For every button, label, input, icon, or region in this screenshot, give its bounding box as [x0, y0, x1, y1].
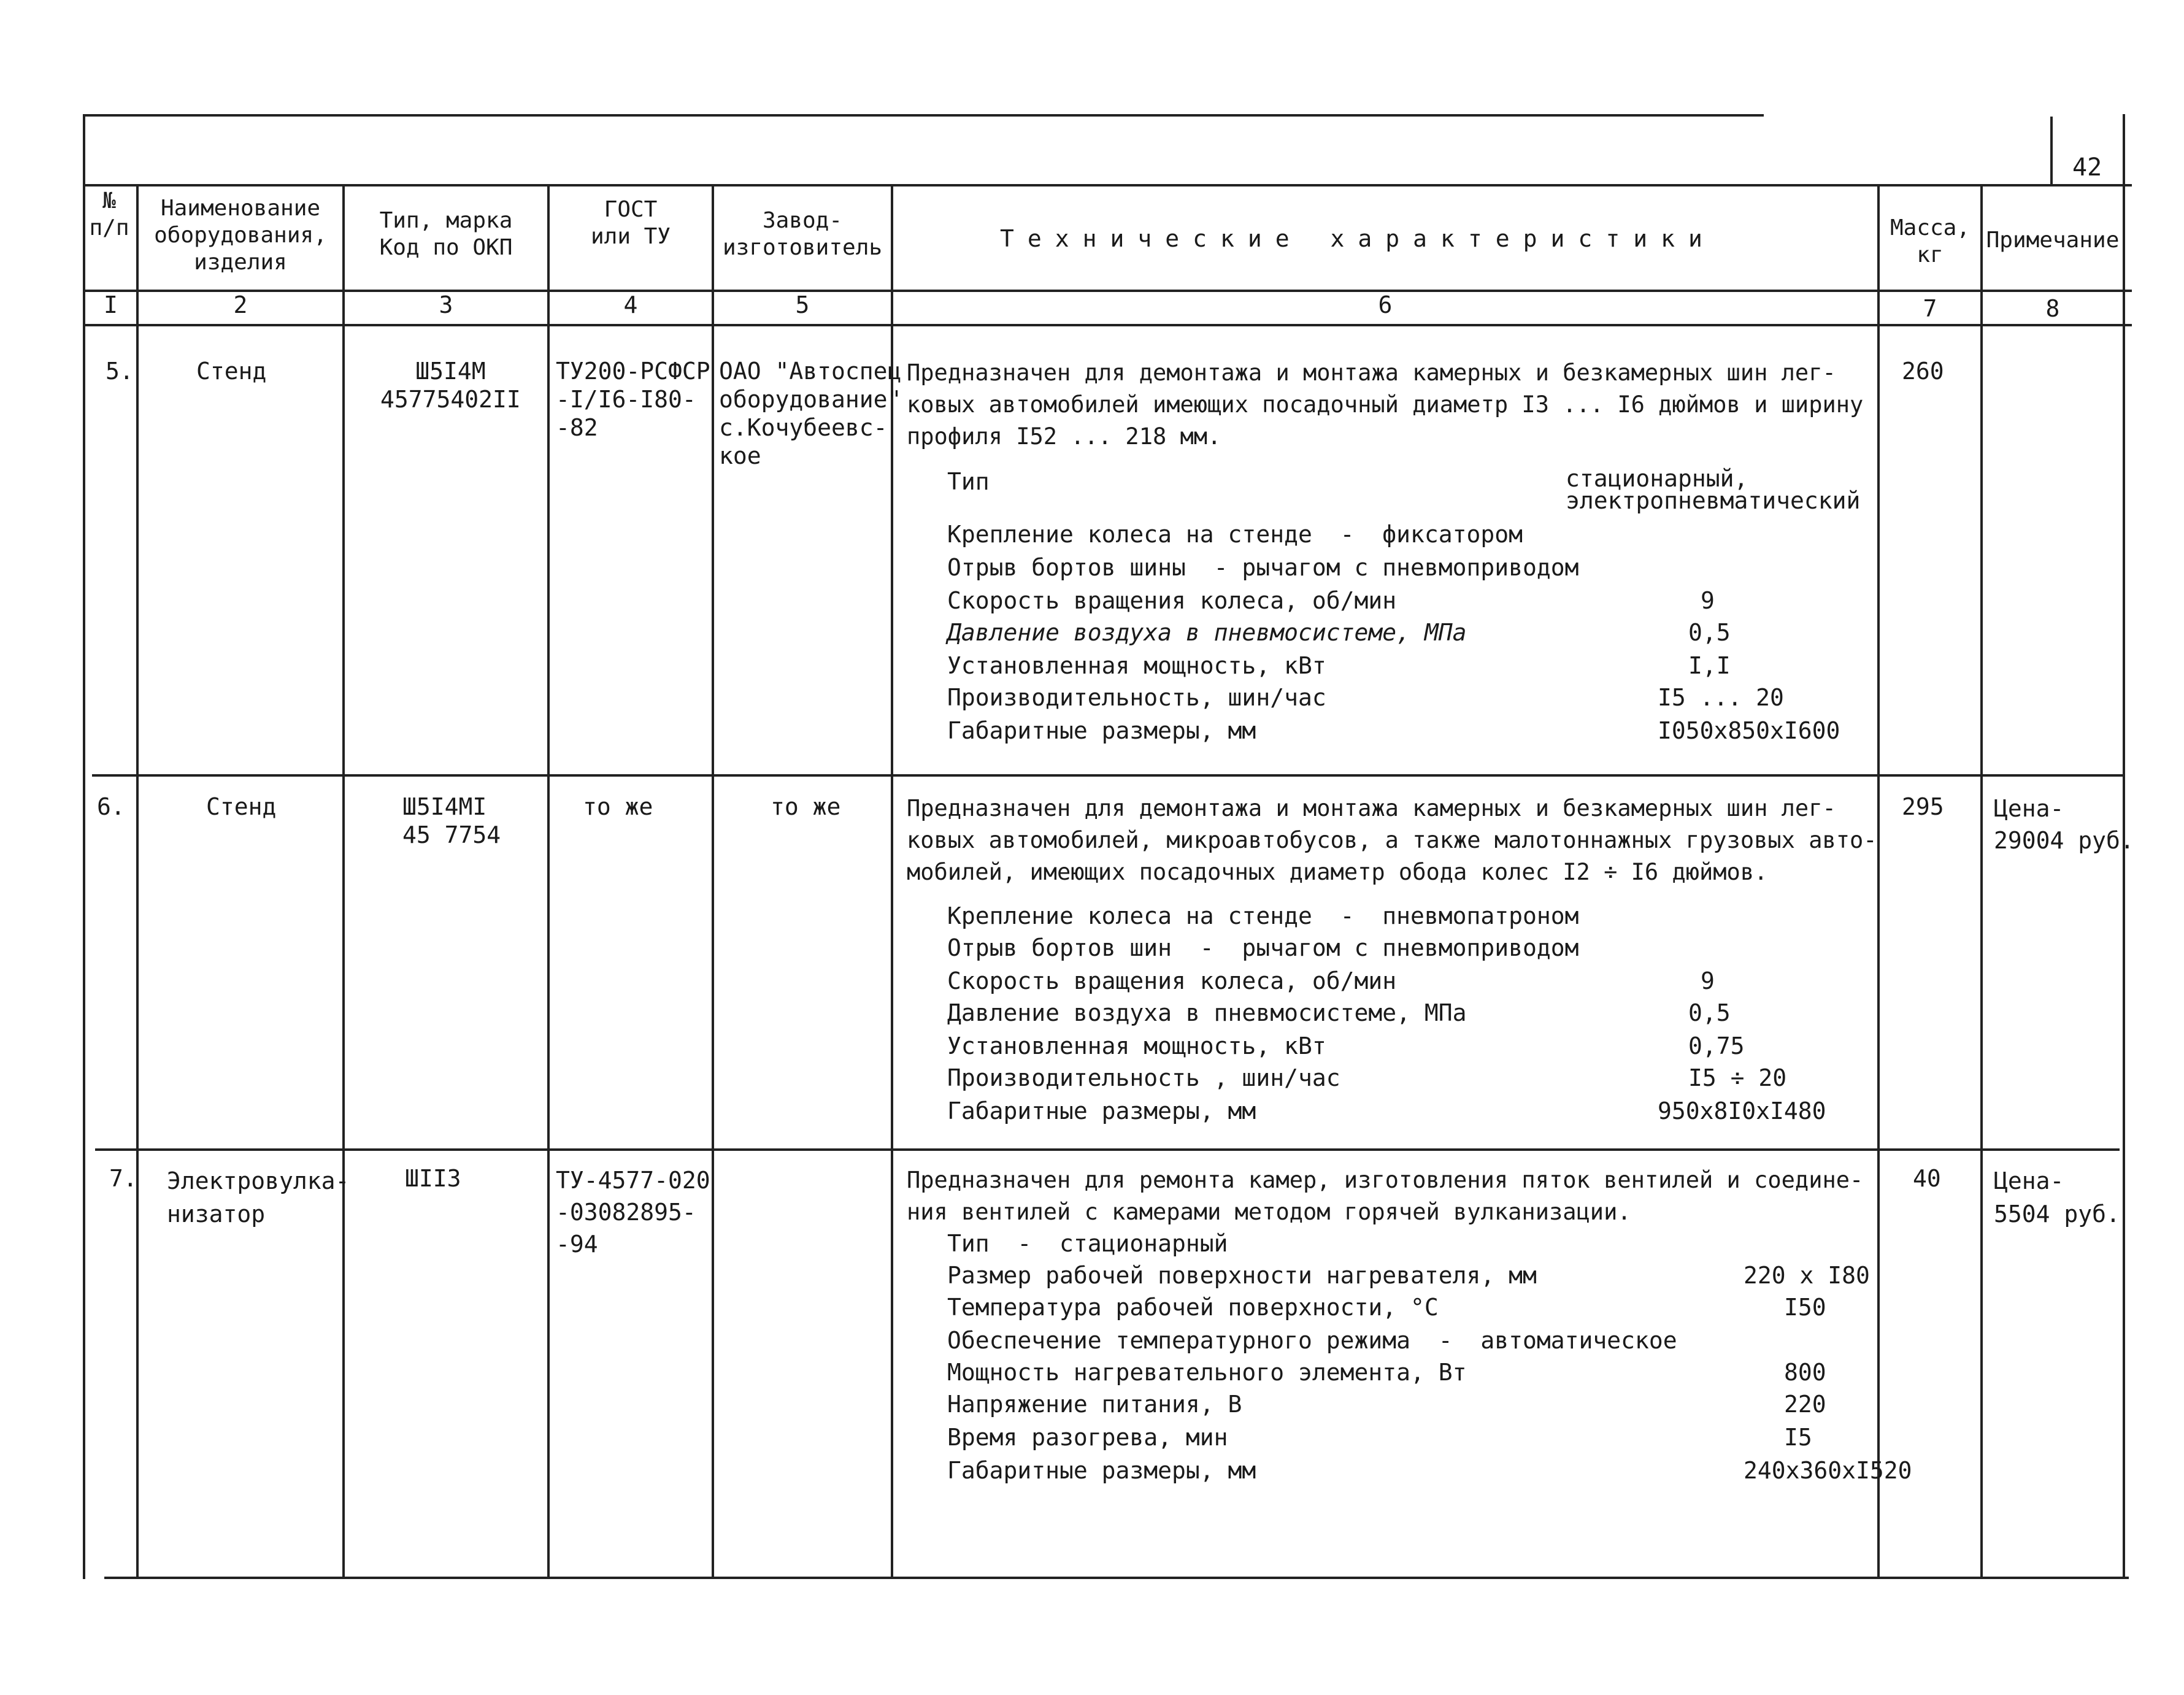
- equipment-name: Стенд: [196, 358, 267, 385]
- type-code: Ш5I4МI 45 7754: [402, 793, 501, 848]
- spec-line: Отрыв бортов шины - рычагом с пневмоприводом: [947, 554, 1579, 581]
- type-code: Ш5I4М 45775402II: [380, 358, 521, 413]
- spec-value: I50: [1784, 1294, 1826, 1321]
- spec-value: 240x360xI520: [1744, 1457, 1912, 1484]
- gost-spec: то же: [583, 793, 653, 820]
- row-number: 6.: [97, 793, 125, 820]
- column-number-3: 3: [439, 291, 453, 318]
- spec-value: I,I: [1688, 652, 1731, 679]
- spec-value: 0,5: [1688, 999, 1731, 1026]
- col-border-left: [83, 114, 85, 1579]
- spec-value: 950x8I0xI480: [1658, 1097, 1826, 1124]
- column-numbers-bottom-rule: [83, 324, 2132, 326]
- spec-value: 0,75: [1688, 1032, 1745, 1059]
- spec-value: 220: [1784, 1391, 1826, 1418]
- spec-label: Скорость вращения колеса, об/мин: [947, 587, 1397, 614]
- mass-value: 40: [1913, 1165, 1941, 1192]
- spec-label: Время разогрева, мин: [947, 1424, 1228, 1451]
- spec-value: I5 ... 20: [1658, 684, 1784, 711]
- table-bottom-rule: [104, 1577, 2129, 1579]
- header-col-4: ГОСТ или ТУ: [590, 197, 671, 249]
- gost-spec: ТУ200-РСФСР -I/I6-I80- -82: [556, 358, 710, 441]
- note: Цена- 5504 руб.: [1994, 1167, 2120, 1228]
- header-col-3: Тип, марка Код по ОКП: [379, 208, 513, 260]
- spec-label: Габаритные размеры, мм: [947, 1097, 1256, 1124]
- description: Предназначен для ремонта камер, изготовления пяток вентилей и соедине- ния вентилей с камерами методом горячей вулканизации.: [907, 1167, 1864, 1225]
- spec-label: Размер рабочей поверхности нагревателя, мм: [947, 1262, 1537, 1289]
- spec-label: Габаритные размеры, мм: [947, 717, 1256, 744]
- spec-label: Давление воздуха в пневмосистеме, МПа: [947, 999, 1467, 1026]
- equipment-name: Электровулка- низатор: [167, 1167, 350, 1228]
- spec-line: Обеспечение температурного режима - автоматическое: [947, 1327, 1677, 1354]
- type-code: ШII3: [405, 1165, 461, 1192]
- spec-label: Производительность, шин/час: [947, 684, 1326, 711]
- spec-label: Мощность нагревательного элемента, Вт: [947, 1359, 1467, 1386]
- manufacturer: то же: [771, 793, 841, 820]
- column-number-2: 2: [233, 291, 248, 318]
- spec-label: Габаритные размеры, мм: [947, 1457, 1256, 1484]
- column-number-6: 6: [1378, 291, 1393, 318]
- spec-label: Напряжение питания, В: [947, 1391, 1242, 1418]
- spec-label: Производительность , шин/час: [947, 1064, 1340, 1091]
- column-number-8: 8: [2045, 295, 2060, 322]
- spec-label: Давление воздуха в пневмосистеме, МПа: [947, 619, 1467, 646]
- spec-value: 220 x I80: [1744, 1262, 1870, 1289]
- spec-label: Установленная мощность, кВт: [947, 652, 1326, 679]
- column-number-4: 4: [623, 291, 638, 318]
- spec-type-label: Тип: [947, 468, 990, 495]
- spec-label: Установленная мощность, кВт: [947, 1032, 1326, 1059]
- top-rule: [83, 114, 1764, 117]
- spec-label: Температура рабочей поверхности, °С: [947, 1294, 1439, 1321]
- header-col-7: Масса, кг: [1890, 215, 1971, 267]
- header-col-6: Технические характеристики: [1000, 225, 1716, 252]
- spec-line: Отрыв бортов шин - рычагом с пневмоприводом: [947, 934, 1579, 961]
- column-number-7: 7: [1923, 295, 1937, 322]
- col-border-6: [1877, 184, 1880, 1579]
- spec-value: 800: [1784, 1359, 1826, 1386]
- col-border-1: [136, 184, 139, 1579]
- col-border-3: [547, 184, 550, 1579]
- spec-value: 9: [1701, 587, 1715, 614]
- row-6-bottom-rule: [95, 1148, 2120, 1151]
- spec-type-value: стационарный, электропневматический: [1566, 465, 1861, 514]
- page-number: 42: [2072, 153, 2102, 182]
- column-number-5: 5: [795, 291, 810, 318]
- mass-value: 295: [1902, 793, 1944, 820]
- gost-spec: ТУ-4577-020 -03082895- -94: [556, 1167, 710, 1258]
- row-5-bottom-rule: [92, 774, 2123, 777]
- spec-line: Тип - стационарный: [947, 1230, 1228, 1257]
- spec-label: Скорость вращения колеса, об/мин: [947, 967, 1397, 994]
- row-number: 5.: [106, 358, 134, 385]
- col-border-2: [342, 184, 345, 1579]
- mass-value: 260: [1902, 358, 1944, 385]
- spec-value: I5: [1784, 1424, 1812, 1451]
- spec-value: I5 ÷ 20: [1688, 1064, 1787, 1091]
- manufacturer: ОАО "Автоспец оборудование" с.Кочубеевс- кое: [719, 358, 902, 469]
- spec-line: Крепление колеса на стенде - пневмопатроном: [947, 902, 1579, 929]
- spec-value: 9: [1701, 967, 1715, 994]
- note: Цена- 29004 руб.: [1994, 795, 2134, 854]
- col-border-7: [1980, 184, 1983, 1579]
- header-col-8: Примечание: [1986, 228, 2120, 253]
- col-border-4: [712, 184, 714, 1579]
- equipment-name: Стенд: [206, 793, 277, 820]
- description: Предназначен для демонтажа и монтажа камерных и безкамерных шин лег- ковых автомобилей имеющих посадочный диаметр I3 ... I6 дюймов и ширину профиля I52 ... 218 мм.: [907, 359, 1864, 450]
- row-number: 7.: [109, 1165, 137, 1192]
- spec-line: Крепление колеса на стенде - фиксатором: [947, 521, 1523, 548]
- header-col-5: Завод- изготовитель: [722, 208, 883, 260]
- header-top-rule: [83, 184, 2132, 186]
- spec-value: I050x850xI600: [1658, 717, 1840, 744]
- column-number-1: I: [104, 291, 118, 318]
- header-col-2: Наименование оборудования, изделия: [154, 196, 327, 275]
- description: Предназначен для демонтажа и монтажа камерных и безкамерных шин лег- ковых автомобилей, микроавтобусов, а также малотоннажных грузовых авто- мобилей, имеющих посадочных диаметр обода колес I2 ÷ I6 дюймов.: [907, 795, 1877, 885]
- header-col-1: № п/п: [89, 188, 129, 240]
- page-number-box-left: [2050, 117, 2053, 185]
- spec-value: 0,5: [1688, 619, 1731, 646]
